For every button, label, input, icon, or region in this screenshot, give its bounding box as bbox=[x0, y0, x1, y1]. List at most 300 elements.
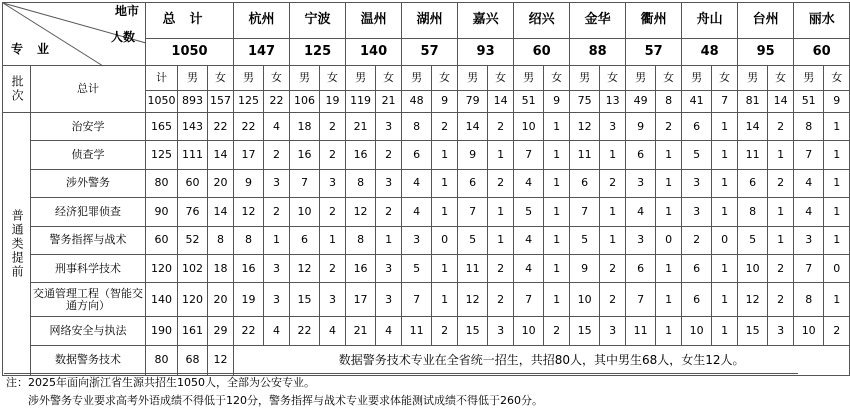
city-male-total: 106 bbox=[290, 91, 320, 113]
cell-male: 5 bbox=[514, 198, 544, 226]
city-male-header: 男 bbox=[682, 66, 712, 91]
total-label: 总计 bbox=[31, 66, 146, 113]
table-row bbox=[3, 345, 850, 375]
cell-male: 10 bbox=[514, 317, 544, 345]
major-total: 80 bbox=[146, 169, 178, 197]
major-name: 经济犯罪侦查 bbox=[31, 198, 146, 226]
major-total: 190 bbox=[146, 317, 178, 345]
cell-female: 1 bbox=[544, 254, 570, 282]
cell-male: 6 bbox=[626, 254, 656, 282]
cell-female: 1 bbox=[768, 226, 794, 254]
city-female-header: 女 bbox=[824, 66, 850, 91]
cell-female: 1 bbox=[768, 198, 794, 226]
city-male-total: 51 bbox=[514, 91, 544, 113]
cell-female: 1 bbox=[824, 283, 850, 317]
city-total: 60 bbox=[794, 39, 850, 66]
cell-female: 1 bbox=[544, 198, 570, 226]
major-name: 侦查学 bbox=[31, 141, 146, 169]
cell-male: 7 bbox=[514, 141, 544, 169]
cell-female: 2 bbox=[768, 169, 794, 197]
total-value: 1050 bbox=[146, 39, 234, 66]
cell-female: 1 bbox=[320, 226, 346, 254]
cell-female: 1 bbox=[600, 141, 626, 169]
cell-male: 10 bbox=[682, 317, 712, 345]
merged-note: 数据警务技术专业在全省统一招生，共招80人，其中男生68人，女生12人。 bbox=[234, 345, 850, 375]
table-row bbox=[3, 317, 850, 345]
major-male: 120 bbox=[178, 283, 208, 317]
cell-male: 10 bbox=[794, 317, 824, 345]
major-male: 60 bbox=[178, 169, 208, 197]
cell-female: 1 bbox=[544, 169, 570, 197]
cell-male: 8 bbox=[794, 113, 824, 141]
cell-male: 4 bbox=[626, 198, 656, 226]
city-female-header: 女 bbox=[376, 66, 402, 91]
cell-male: 12 bbox=[234, 198, 264, 226]
cell-male: 4 bbox=[402, 169, 432, 197]
cell-female: 1 bbox=[600, 226, 626, 254]
cell-male: 12 bbox=[570, 113, 600, 141]
major-female: 20 bbox=[208, 283, 234, 317]
cell-female: 1 bbox=[600, 198, 626, 226]
cell-female: 1 bbox=[656, 198, 682, 226]
city-female-total: 21 bbox=[376, 91, 402, 113]
cell-male: 3 bbox=[626, 226, 656, 254]
city-total: 88 bbox=[570, 39, 626, 66]
cell-male: 7 bbox=[794, 254, 824, 282]
cell-female: 4 bbox=[264, 317, 290, 345]
major-female: 14 bbox=[208, 198, 234, 226]
city-female-header: 女 bbox=[656, 66, 682, 91]
cell-female: 1 bbox=[544, 226, 570, 254]
cell-male: 11 bbox=[570, 141, 600, 169]
cell-female: 1 bbox=[656, 283, 682, 317]
major-male: 68 bbox=[178, 345, 208, 375]
city-female-total: 7 bbox=[712, 91, 738, 113]
city-name: 宁波 bbox=[290, 3, 346, 39]
cell-male: 8 bbox=[738, 198, 768, 226]
cell-male: 6 bbox=[458, 169, 488, 197]
city-male-total: 119 bbox=[346, 91, 376, 113]
cell-male: 22 bbox=[234, 113, 264, 141]
cell-male: 8 bbox=[794, 283, 824, 317]
cell-male: 3 bbox=[682, 198, 712, 226]
cell-male: 17 bbox=[234, 141, 264, 169]
cell-male: 11 bbox=[738, 141, 768, 169]
major-male: 52 bbox=[178, 226, 208, 254]
cell-female: 1 bbox=[768, 141, 794, 169]
city-female-header: 女 bbox=[768, 66, 794, 91]
cell-male: 6 bbox=[570, 169, 600, 197]
city-male-total: 51 bbox=[794, 91, 824, 113]
cell-male: 4 bbox=[514, 254, 544, 282]
major-name: 涉外警务 bbox=[31, 169, 146, 197]
cell-female: 0 bbox=[824, 254, 850, 282]
city-female-total: 14 bbox=[488, 91, 514, 113]
cell-male: 17 bbox=[346, 283, 376, 317]
cell-female: 1 bbox=[656, 141, 682, 169]
cell-female: 2 bbox=[376, 141, 402, 169]
cell-female: 2 bbox=[488, 169, 514, 197]
cell-male: 6 bbox=[682, 254, 712, 282]
cell-male: 9 bbox=[234, 169, 264, 197]
cell-female: 2 bbox=[432, 317, 458, 345]
city-female-header: 女 bbox=[544, 66, 570, 91]
cell-male: 6 bbox=[738, 169, 768, 197]
cell-female: 2 bbox=[768, 113, 794, 141]
cell-female: 1 bbox=[264, 226, 290, 254]
city-male-total: 48 bbox=[402, 91, 432, 113]
cell-male: 15 bbox=[570, 317, 600, 345]
cell-male: 14 bbox=[738, 113, 768, 141]
city-name: 杭州 bbox=[234, 3, 290, 39]
cell-female: 1 bbox=[432, 198, 458, 226]
major-male: 76 bbox=[178, 198, 208, 226]
cell-female: 2 bbox=[320, 254, 346, 282]
city-male-total: 49 bbox=[626, 91, 656, 113]
city-name: 湖州 bbox=[402, 3, 458, 39]
city-name: 金华 bbox=[570, 3, 626, 39]
cell-male: 5 bbox=[458, 226, 488, 254]
major-name: 交通管理工程（智能交通方向） bbox=[31, 283, 146, 317]
cell-male: 8 bbox=[346, 226, 376, 254]
cell-male: 15 bbox=[290, 283, 320, 317]
cell-male: 16 bbox=[346, 254, 376, 282]
cell-male: 3 bbox=[402, 226, 432, 254]
cell-male: 7 bbox=[402, 283, 432, 317]
city-male-header: 男 bbox=[402, 66, 432, 91]
footnote-line-1: 注：2025年面向浙江省生源共招生1050人，全部为公安专业。 bbox=[6, 376, 315, 389]
cell-male: 6 bbox=[402, 141, 432, 169]
cell-male: 19 bbox=[234, 283, 264, 317]
sub-header-total: 计 bbox=[146, 66, 178, 91]
major-male: 143 bbox=[178, 113, 208, 141]
cell-male: 4 bbox=[514, 169, 544, 197]
cell-female: 1 bbox=[656, 169, 682, 197]
cell-male: 3 bbox=[794, 226, 824, 254]
major-female: 8 bbox=[208, 226, 234, 254]
major-total: 120 bbox=[146, 254, 178, 282]
city-total: 140 bbox=[346, 39, 402, 66]
cell-female: 2 bbox=[600, 254, 626, 282]
major-total: 140 bbox=[146, 283, 178, 317]
sub-header-male: 男 bbox=[178, 66, 208, 91]
cell-female: 1 bbox=[488, 141, 514, 169]
city-female-total: 9 bbox=[432, 91, 458, 113]
cell-male: 6 bbox=[682, 113, 712, 141]
cell-female: 3 bbox=[600, 317, 626, 345]
cell-male: 5 bbox=[738, 226, 768, 254]
major-male: 161 bbox=[178, 317, 208, 345]
city-female-header: 女 bbox=[488, 66, 514, 91]
major-female: 29 bbox=[208, 317, 234, 345]
cell-female: 3 bbox=[320, 169, 346, 197]
cell-female: 1 bbox=[488, 198, 514, 226]
cell-female: 1 bbox=[432, 169, 458, 197]
cell-male: 5 bbox=[682, 141, 712, 169]
category-label: 普通类提前 bbox=[3, 113, 31, 376]
cell-male: 22 bbox=[290, 317, 320, 345]
cell-male: 4 bbox=[514, 226, 544, 254]
major-total: 60 bbox=[146, 226, 178, 254]
cell-male: 8 bbox=[402, 113, 432, 141]
major-female: 12 bbox=[208, 345, 234, 375]
cell-male: 14 bbox=[458, 113, 488, 141]
cell-male: 10 bbox=[514, 113, 544, 141]
cell-male: 9 bbox=[626, 113, 656, 141]
major-female: 22 bbox=[208, 113, 234, 141]
cell-male: 12 bbox=[738, 283, 768, 317]
cell-male: 9 bbox=[458, 141, 488, 169]
cell-male: 21 bbox=[346, 113, 376, 141]
cell-male: 8 bbox=[234, 226, 264, 254]
city-female-total: 19 bbox=[320, 91, 346, 113]
cell-female: 2 bbox=[264, 141, 290, 169]
city-name: 丽水 bbox=[794, 3, 850, 39]
sub-header-female: 女 bbox=[208, 66, 234, 91]
cell-female: 2 bbox=[264, 198, 290, 226]
cell-female: 1 bbox=[712, 141, 738, 169]
cell-male: 7 bbox=[626, 283, 656, 317]
footnote-line-2: 涉外警务专业要求高考外语成绩不得低于120分，警务指挥与战术专业要求体能测试成绩不得低于260分。 bbox=[28, 394, 543, 407]
cell-male: 16 bbox=[346, 141, 376, 169]
cell-male: 6 bbox=[626, 141, 656, 169]
major-total: 80 bbox=[146, 345, 178, 375]
cell-female: 1 bbox=[656, 317, 682, 345]
city-female-header: 女 bbox=[264, 66, 290, 91]
city-male-header: 男 bbox=[458, 66, 488, 91]
cell-female: 3 bbox=[264, 254, 290, 282]
city-male-header: 男 bbox=[290, 66, 320, 91]
cell-female: 1 bbox=[712, 317, 738, 345]
cell-female: 1 bbox=[712, 113, 738, 141]
cell-male: 5 bbox=[570, 226, 600, 254]
major-name: 刑事科学技术 bbox=[31, 254, 146, 282]
cell-female: 2 bbox=[768, 283, 794, 317]
cell-male: 10 bbox=[290, 198, 320, 226]
cell-male: 10 bbox=[570, 283, 600, 317]
cell-female: 1 bbox=[544, 113, 570, 141]
total-header: 总计 bbox=[146, 3, 234, 39]
major-name: 网络安全与执法 bbox=[31, 317, 146, 345]
major-name: 数据警务技术 bbox=[31, 345, 146, 375]
cell-female: 2 bbox=[768, 254, 794, 282]
cell-female: 3 bbox=[376, 283, 402, 317]
cell-female: 1 bbox=[432, 254, 458, 282]
cell-female: 1 bbox=[488, 226, 514, 254]
city-male-header: 男 bbox=[794, 66, 824, 91]
cell-female: 1 bbox=[712, 254, 738, 282]
cell-female: 2 bbox=[320, 113, 346, 141]
cell-male: 11 bbox=[402, 317, 432, 345]
major-total: 125 bbox=[146, 141, 178, 169]
cell-male: 12 bbox=[346, 198, 376, 226]
cell-male: 22 bbox=[234, 317, 264, 345]
cell-female: 2 bbox=[600, 169, 626, 197]
grand-male: 893 bbox=[178, 91, 208, 113]
cell-female: 4 bbox=[376, 317, 402, 345]
city-female-header: 女 bbox=[600, 66, 626, 91]
major-name: 治安学 bbox=[31, 113, 146, 141]
city-female-total: 8 bbox=[656, 91, 682, 113]
city-male-total: 79 bbox=[458, 91, 488, 113]
major-female: 20 bbox=[208, 169, 234, 197]
cell-female: 2 bbox=[600, 283, 626, 317]
city-male-header: 男 bbox=[346, 66, 376, 91]
cell-male: 15 bbox=[738, 317, 768, 345]
cell-male: 3 bbox=[626, 169, 656, 197]
cell-male: 7 bbox=[514, 283, 544, 317]
cell-female: 1 bbox=[712, 283, 738, 317]
footnote bbox=[4, 373, 798, 410]
cell-male: 3 bbox=[682, 169, 712, 197]
city-male-header: 男 bbox=[234, 66, 264, 91]
cell-male: 12 bbox=[290, 254, 320, 282]
city-male-header: 男 bbox=[626, 66, 656, 91]
cell-female: 2 bbox=[488, 113, 514, 141]
cell-female: 3 bbox=[768, 317, 794, 345]
cell-male: 15 bbox=[458, 317, 488, 345]
city-male-total: 75 bbox=[570, 91, 600, 113]
city-male-header: 男 bbox=[738, 66, 768, 91]
corner-region-label: 地市 bbox=[114, 4, 139, 18]
cell-female: 2 bbox=[488, 283, 514, 317]
city-name: 舟山 bbox=[682, 3, 738, 39]
cell-female: 1 bbox=[544, 141, 570, 169]
city-total: 95 bbox=[738, 39, 794, 66]
city-total: 125 bbox=[290, 39, 346, 66]
major-total: 165 bbox=[146, 113, 178, 141]
city-total: 48 bbox=[682, 39, 738, 66]
city-name: 嘉兴 bbox=[458, 3, 514, 39]
cell-male: 7 bbox=[290, 169, 320, 197]
cell-male: 16 bbox=[290, 141, 320, 169]
cell-female: 1 bbox=[712, 198, 738, 226]
table-row bbox=[3, 113, 850, 141]
cell-female: 2 bbox=[544, 317, 570, 345]
cell-male: 16 bbox=[234, 254, 264, 282]
cell-female: 4 bbox=[320, 317, 346, 345]
cell-female: 3 bbox=[264, 283, 290, 317]
cell-female: 3 bbox=[376, 254, 402, 282]
cell-female: 1 bbox=[712, 169, 738, 197]
city-female-header: 女 bbox=[432, 66, 458, 91]
cell-female: 1 bbox=[824, 141, 850, 169]
corner-header bbox=[3, 3, 146, 66]
major-male: 111 bbox=[178, 141, 208, 169]
table-row bbox=[3, 141, 850, 169]
city-male-header: 男 bbox=[514, 66, 544, 91]
cell-female: 2 bbox=[656, 113, 682, 141]
city-female-total: 22 bbox=[264, 91, 290, 113]
cell-female: 2 bbox=[824, 317, 850, 345]
city-total: 60 bbox=[514, 39, 570, 66]
cell-female: 0 bbox=[432, 226, 458, 254]
cell-male: 10 bbox=[738, 254, 768, 282]
cell-male: 4 bbox=[402, 198, 432, 226]
cell-female: 1 bbox=[432, 141, 458, 169]
cell-female: 1 bbox=[544, 283, 570, 317]
cell-male: 7 bbox=[794, 141, 824, 169]
cell-female: 3 bbox=[264, 169, 290, 197]
cell-male: 6 bbox=[290, 226, 320, 254]
corner-people-label: 人数 bbox=[110, 30, 135, 44]
cell-female: 1 bbox=[376, 226, 402, 254]
city-female-header: 女 bbox=[712, 66, 738, 91]
major-male: 102 bbox=[178, 254, 208, 282]
city-total: 147 bbox=[234, 39, 290, 66]
table-row bbox=[3, 226, 850, 254]
cell-male: 7 bbox=[458, 198, 488, 226]
cell-male: 2 bbox=[682, 226, 712, 254]
cell-female: 3 bbox=[376, 113, 402, 141]
cell-female: 2 bbox=[376, 198, 402, 226]
cell-female: 0 bbox=[712, 226, 738, 254]
city-female-total: 9 bbox=[544, 91, 570, 113]
cell-male: 4 bbox=[794, 169, 824, 197]
cell-female: 0 bbox=[656, 226, 682, 254]
cell-male: 21 bbox=[346, 317, 376, 345]
table-row bbox=[3, 254, 850, 282]
table-row bbox=[3, 283, 850, 317]
grand-female: 157 bbox=[208, 91, 234, 113]
cell-female: 1 bbox=[824, 198, 850, 226]
city-male-header: 男 bbox=[570, 66, 600, 91]
major-total: 90 bbox=[146, 198, 178, 226]
cell-male: 9 bbox=[570, 254, 600, 282]
city-female-total: 13 bbox=[600, 91, 626, 113]
cell-male: 11 bbox=[458, 254, 488, 282]
city-name: 绍兴 bbox=[514, 3, 570, 39]
cell-female: 1 bbox=[824, 226, 850, 254]
city-male-total: 41 bbox=[682, 91, 712, 113]
cell-female: 1 bbox=[824, 113, 850, 141]
city-female-header: 女 bbox=[320, 66, 346, 91]
city-total: 57 bbox=[402, 39, 458, 66]
cell-female: 3 bbox=[376, 169, 402, 197]
cell-female: 3 bbox=[600, 113, 626, 141]
cell-male: 8 bbox=[346, 169, 376, 197]
cell-male: 11 bbox=[626, 317, 656, 345]
cell-female: 3 bbox=[488, 317, 514, 345]
cell-male: 6 bbox=[682, 283, 712, 317]
city-name: 衢州 bbox=[626, 3, 682, 39]
city-male-total: 81 bbox=[738, 91, 768, 113]
cell-male: 7 bbox=[570, 198, 600, 226]
city-female-total: 14 bbox=[768, 91, 794, 113]
city-name: 台州 bbox=[738, 3, 794, 39]
batch-label: 批次 bbox=[3, 66, 31, 113]
cell-female: 4 bbox=[264, 113, 290, 141]
cell-female: 1 bbox=[432, 283, 458, 317]
table-row bbox=[3, 169, 850, 197]
cell-male: 4 bbox=[794, 198, 824, 226]
major-female: 18 bbox=[208, 254, 234, 282]
corner-major-label: 专业 bbox=[11, 42, 64, 56]
cell-female: 3 bbox=[320, 283, 346, 317]
cell-female: 1 bbox=[656, 254, 682, 282]
cell-female: 2 bbox=[488, 254, 514, 282]
cell-male: 5 bbox=[402, 254, 432, 282]
cell-female: 2 bbox=[320, 198, 346, 226]
table-row bbox=[3, 198, 850, 226]
cell-female: 2 bbox=[320, 141, 346, 169]
cell-male: 18 bbox=[290, 113, 320, 141]
grand-total: 1050 bbox=[146, 91, 178, 113]
quota-table bbox=[2, 2, 850, 376]
major-female: 14 bbox=[208, 141, 234, 169]
cell-female: 2 bbox=[432, 113, 458, 141]
city-total: 57 bbox=[626, 39, 682, 66]
